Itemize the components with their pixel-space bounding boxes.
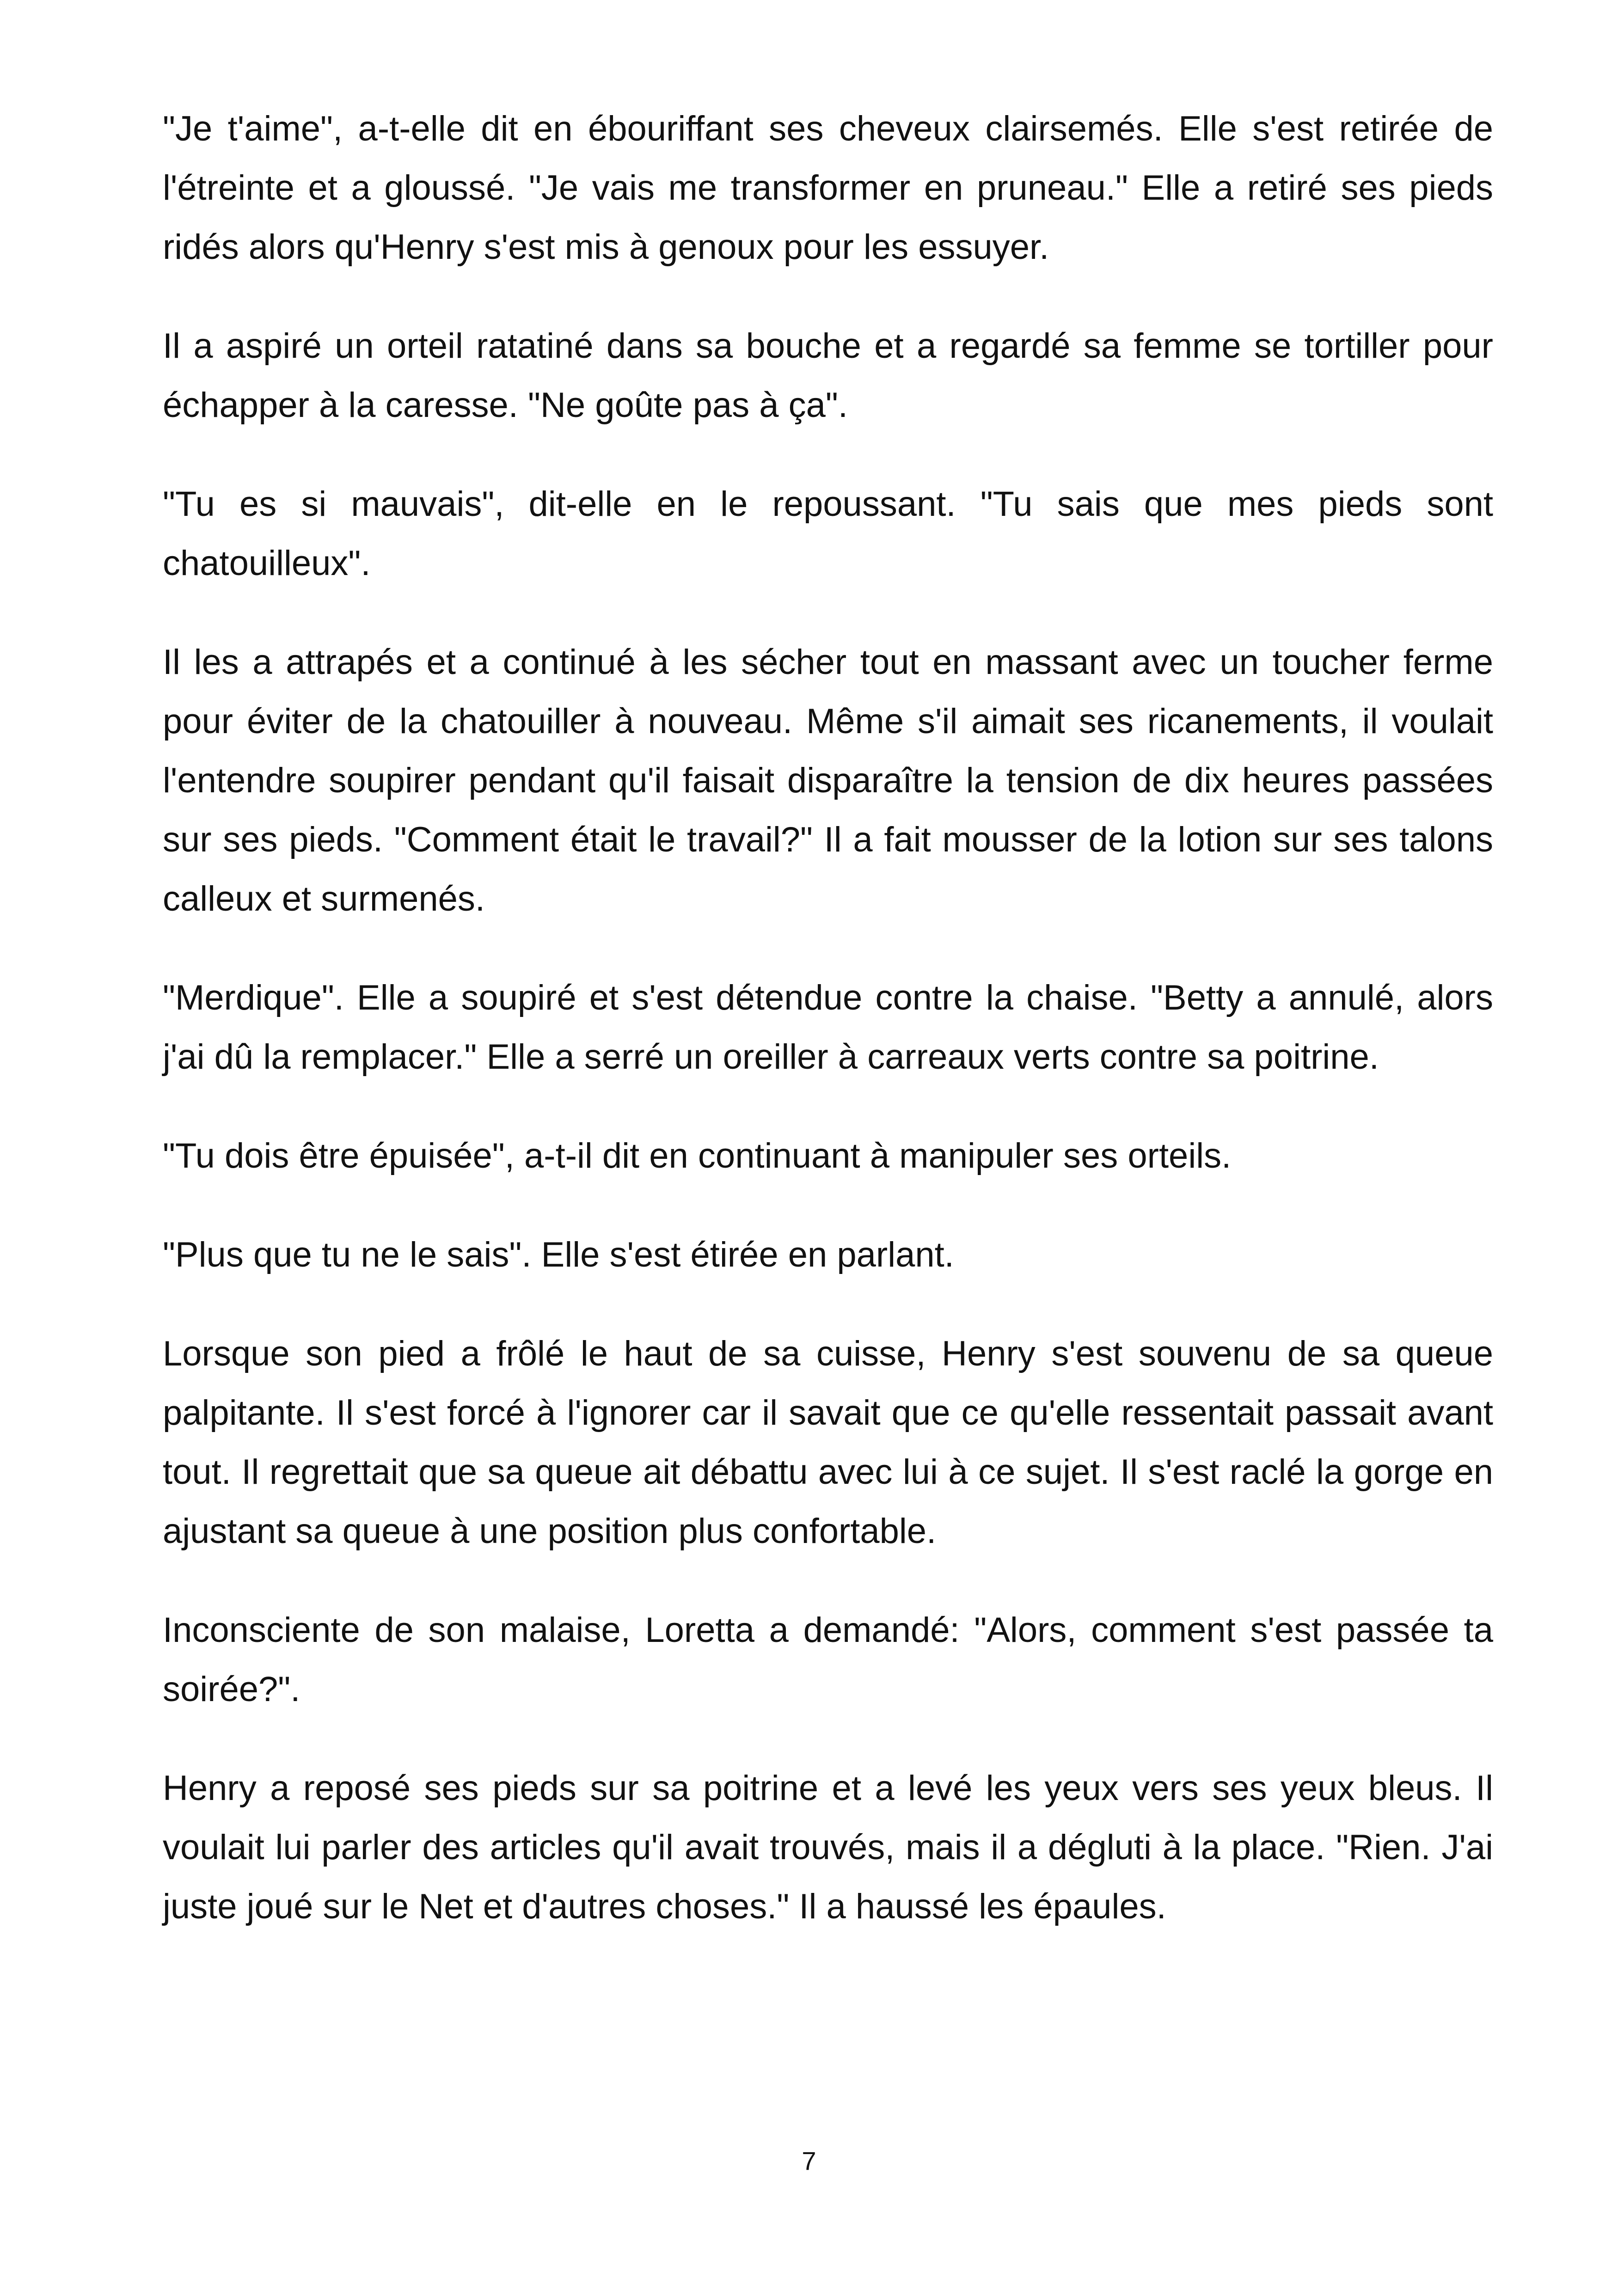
paragraph-8: Lorsque son pied a frôlé le haut de sa cuisse, Henry s'est souvenu de sa queue palpitante. Il s'est forcé à l'ignorer car il savait que ce qu'elle ressentait passait avant tout. Il regrettait que sa queue ait débattu avec lui à ce sujet. Il s'est raclé la gorge en ajustant sa queue à une position plus confortable. [163,1334,1493,1551]
paragraph-9: Inconsciente de son malaise, Loretta a demandé: "Alors, comment s'est passée ta soirée?". [163,1610,1493,1709]
paragraph-10: Henry a reposé ses pieds sur sa poitrine et a levé les yeux vers ses yeux bleus. Il voulait lui parler des articles qu'il avait trouvés, mais il a dégluti à la place. "Rien. J'ai juste joué sur le Net et d'autres choses." Il a haussé les épaules. [163,1769,1493,1926]
paragraph-4: Il les a attrapés et a continué à les sécher tout en massant avec un toucher ferme pour éviter de la chatouiller à nouveau. Même s'il aimait ses ricanements, il voulait l'entendre soupirer pendant qu'il faisait disparaître la tension de dix heures passées sur ses pieds. "Comment était le travail?" Il a fait mousser de la lotion sur ses talons calleux et surmenés. [163,643,1493,918]
body-text [163,99,1493,1976]
paragraph-6: "Tu dois être épuisée", a-t-il dit en continuant à manipuler ses orteils. [163,1136,1232,1176]
paragraph-7: "Plus que tu ne le sais". Elle s'est étirée en parlant. [163,1235,954,1274]
paragraph-3: "Tu es si mauvais", dit-elle en le repoussant. "Tu sais que mes pieds sont chatouilleux". [163,484,1493,583]
paragraph-1: "Je t'aime", a-t-elle dit en ébouriffant ses cheveux clairsemés. Elle s'est retirée de l'étreinte et a gloussé. "Je vais me transformer en pruneau." Elle a retiré ses pieds ridés alors qu'Henry s'est mis à genoux pour les essuyer. [163,109,1493,267]
page-number: 7 [802,2146,816,2175]
paragraph-2: Il a aspiré un orteil ratatiné dans sa bouche et a regardé sa femme se tortiller pour échapper à la caresse. "Ne goûte pas à ça". [163,326,1493,425]
paragraph-5: "Merdique". Elle a soupiré et s'est détendue contre la chaise. "Betty a annulé, alors j'ai dû la remplacer." Elle a serré un oreiller à carreaux verts contre sa poitrine. [163,978,1493,1077]
